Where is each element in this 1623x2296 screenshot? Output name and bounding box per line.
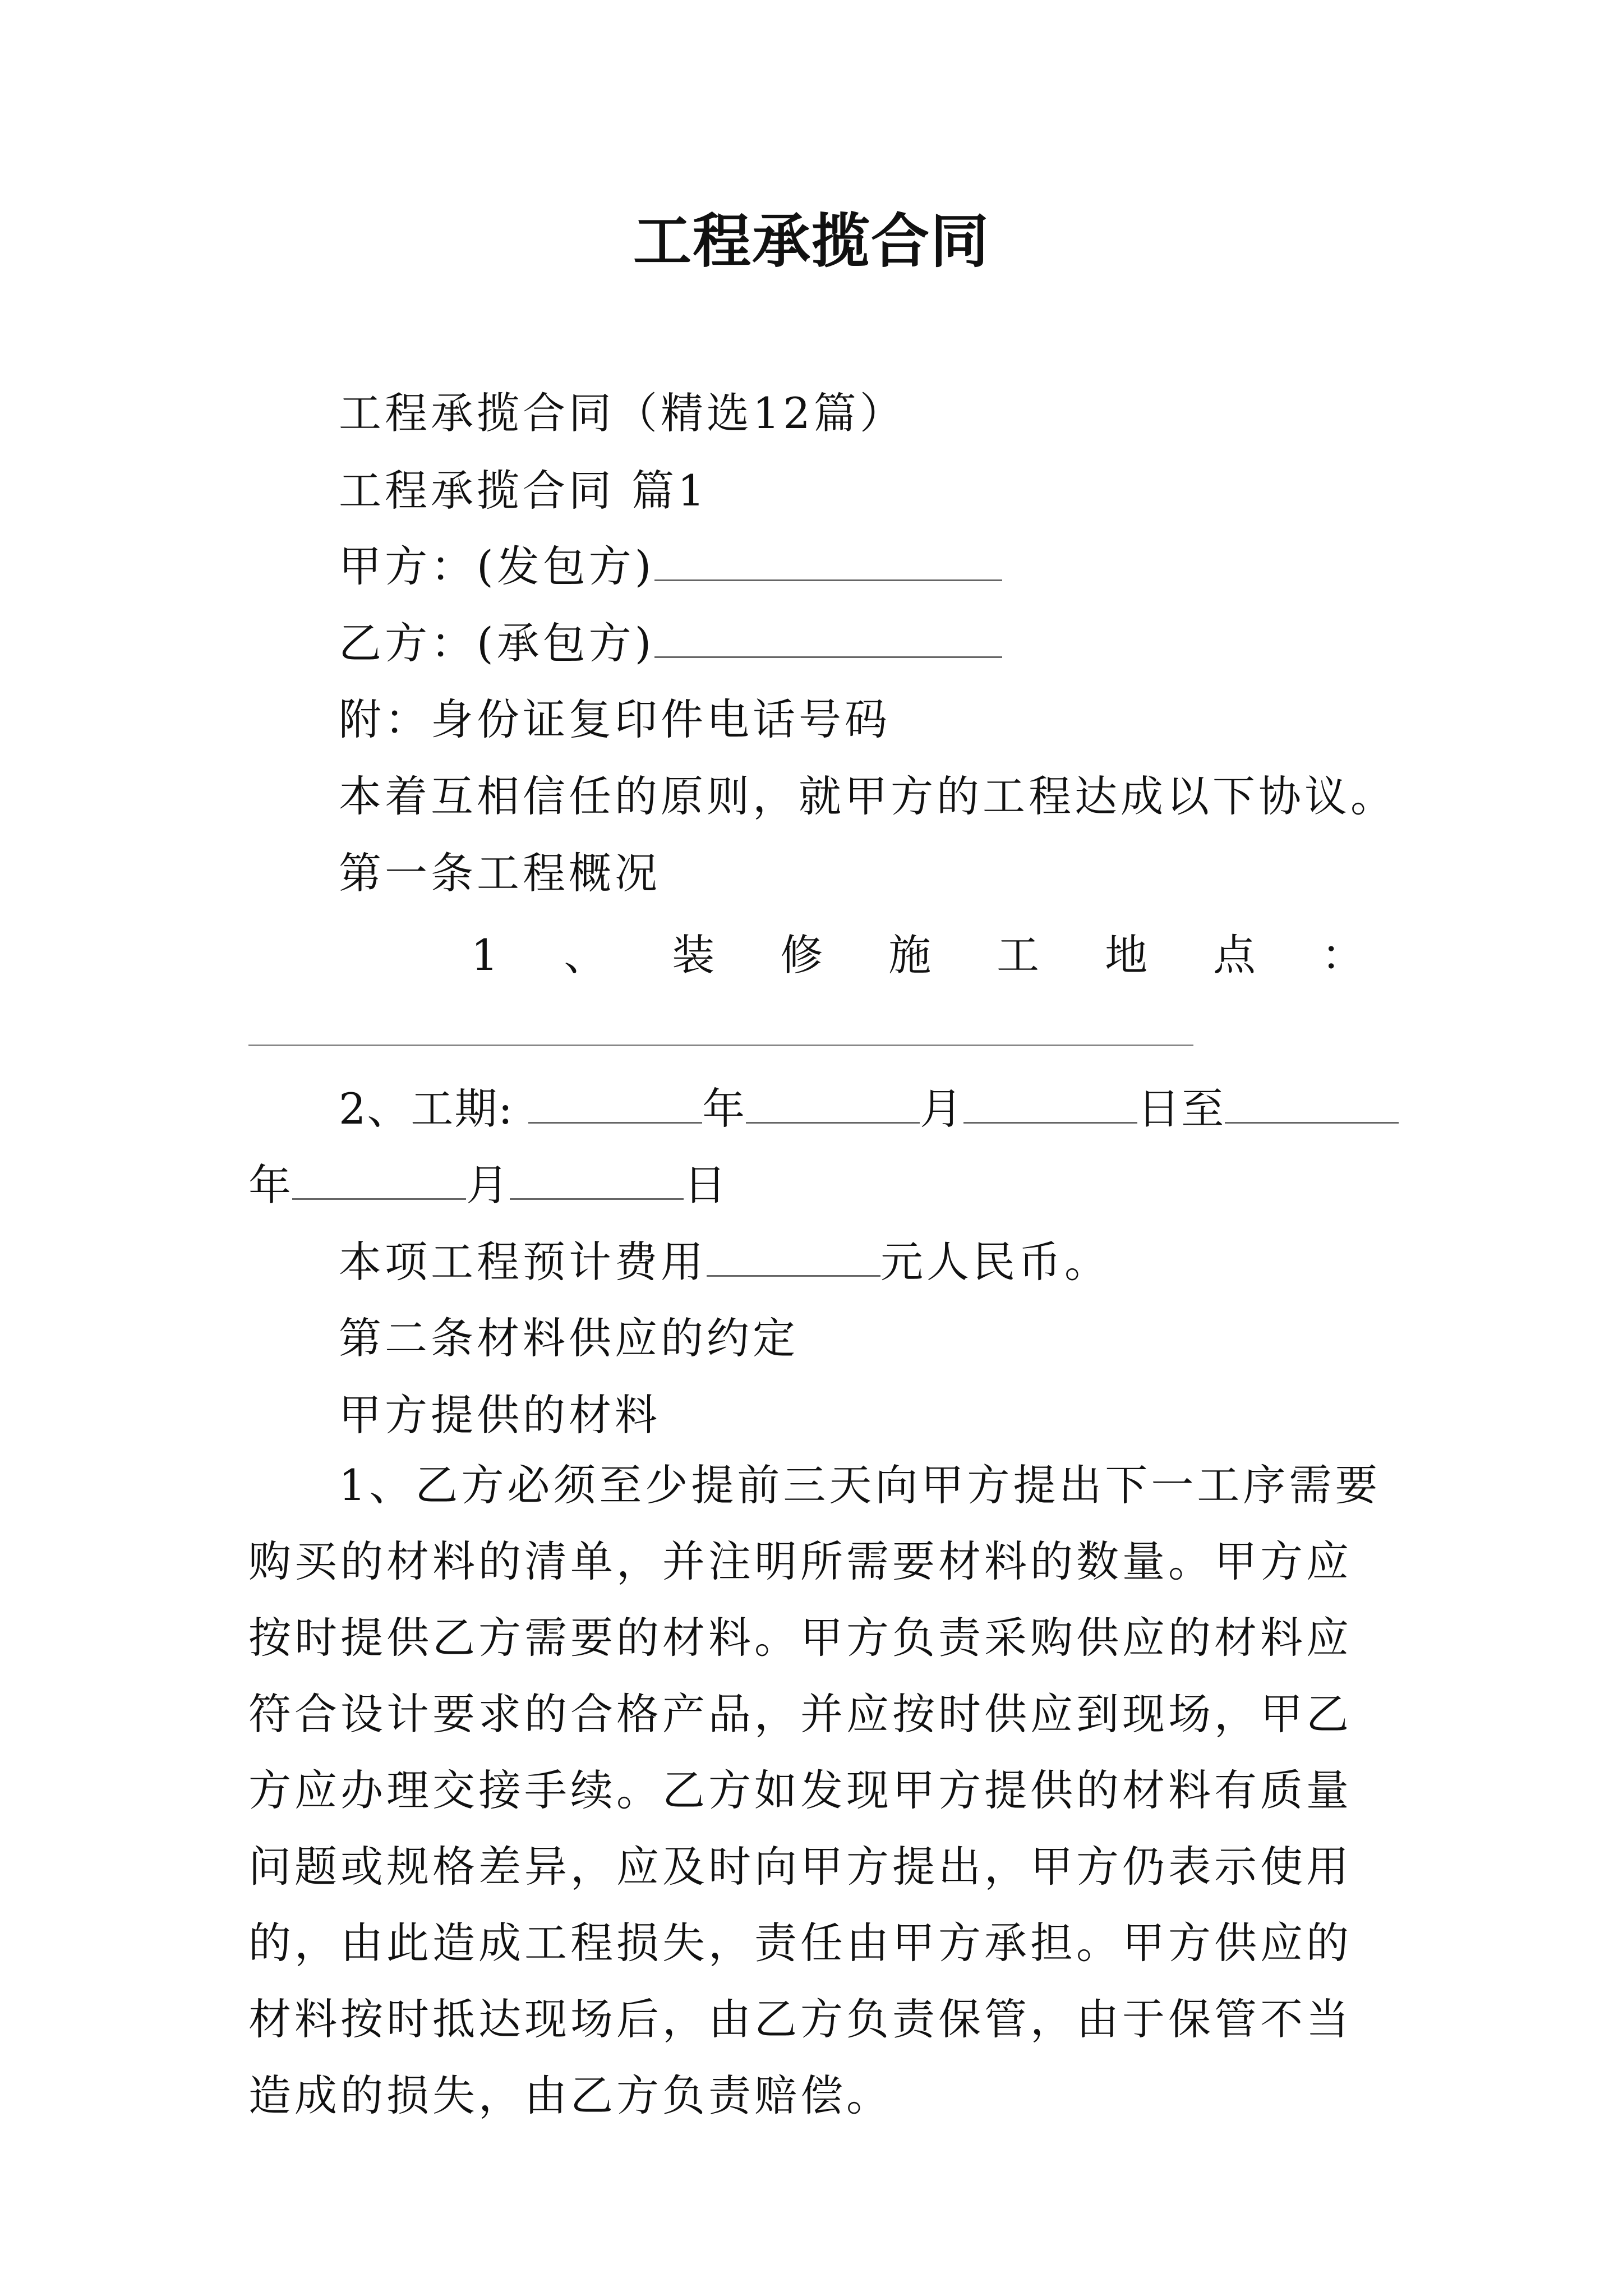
site-char: 、 xyxy=(564,930,607,980)
end-day-blank xyxy=(510,1156,684,1200)
month-label: 月 xyxy=(920,1084,964,1134)
site-char: 1 xyxy=(471,930,499,980)
site-char: 修 xyxy=(780,930,823,980)
period-line-2 xyxy=(248,1154,727,1216)
site-char: 施 xyxy=(888,930,932,980)
cost-blank xyxy=(707,1232,880,1277)
section-heading: 工程承揽合同 篇1 xyxy=(339,466,708,516)
party-a-line xyxy=(339,536,1002,597)
party-b-blank xyxy=(654,614,1002,658)
preamble: 本着互相信任的原则，就甲方的工程达成以下协议。 xyxy=(339,771,1396,821)
subtitle: 工程承揽合同（精选12篇） xyxy=(339,388,906,438)
site-address-blank xyxy=(248,1045,1193,1046)
party-a-label: 甲方：(发包方) xyxy=(339,541,655,591)
party-a-blank xyxy=(654,537,1002,581)
start-month-blank xyxy=(746,1079,920,1124)
party-b-label: 乙方：(承包方) xyxy=(339,618,655,668)
article-1-heading: 第一条工程概况 xyxy=(339,848,661,898)
site-address-line xyxy=(471,924,1364,986)
cost-line xyxy=(339,1231,1110,1293)
year-label: 年 xyxy=(248,1160,292,1210)
day-to-label: 日至 xyxy=(1137,1084,1225,1134)
party-b-line xyxy=(339,613,1002,674)
attachment-note: 附：身份证复印件电话号码 xyxy=(339,694,891,744)
year-label: 年 xyxy=(702,1084,746,1134)
cost-suffix: 元人民币。 xyxy=(880,1237,1110,1287)
document-title: 工程承揽合同 xyxy=(633,207,990,275)
site-char: 装 xyxy=(672,930,715,980)
period-line-1 xyxy=(339,1078,1399,1140)
site-char: 点 xyxy=(1213,930,1256,980)
materials-heading: 甲方提供的材料 xyxy=(339,1390,661,1440)
site-char: ： xyxy=(1321,930,1364,980)
period-label: 2、工期: xyxy=(339,1084,514,1134)
day-label: 日 xyxy=(684,1160,727,1210)
article-2-heading: 第二条材料供应的约定 xyxy=(339,1313,799,1363)
month-label: 月 xyxy=(466,1160,510,1210)
end-year-blank xyxy=(1225,1079,1399,1124)
start-day-blank xyxy=(963,1079,1137,1124)
cost-prefix: 本项工程预计费用 xyxy=(339,1237,707,1287)
start-year-blank xyxy=(528,1079,702,1124)
site-char: 地 xyxy=(1105,930,1148,980)
end-month-blank xyxy=(292,1156,466,1200)
site-char: 工 xyxy=(997,930,1040,980)
paragraph-materials: 1、乙方必须至少提前三天向甲方提出下一工序需要购买的材料的清单，并注明所需要材料的数量。甲方应按时提供乙方需要的材料。甲方负责采购供应的材料应符合设计要求的合格产品，并应按时供应到现场，甲乙方应办理交接手续。乙方如发现甲方提供的材料有质量问题或规格差异，应及时向甲方提出，甲方仍表示使用的，由此造成工程损失，责任由甲方承担。甲方供应的材料按时抵达现场后，由乙方负责保管，由于保管不当造成的损失，由乙方负责赔偿。 xyxy=(248,1460,1381,2120)
